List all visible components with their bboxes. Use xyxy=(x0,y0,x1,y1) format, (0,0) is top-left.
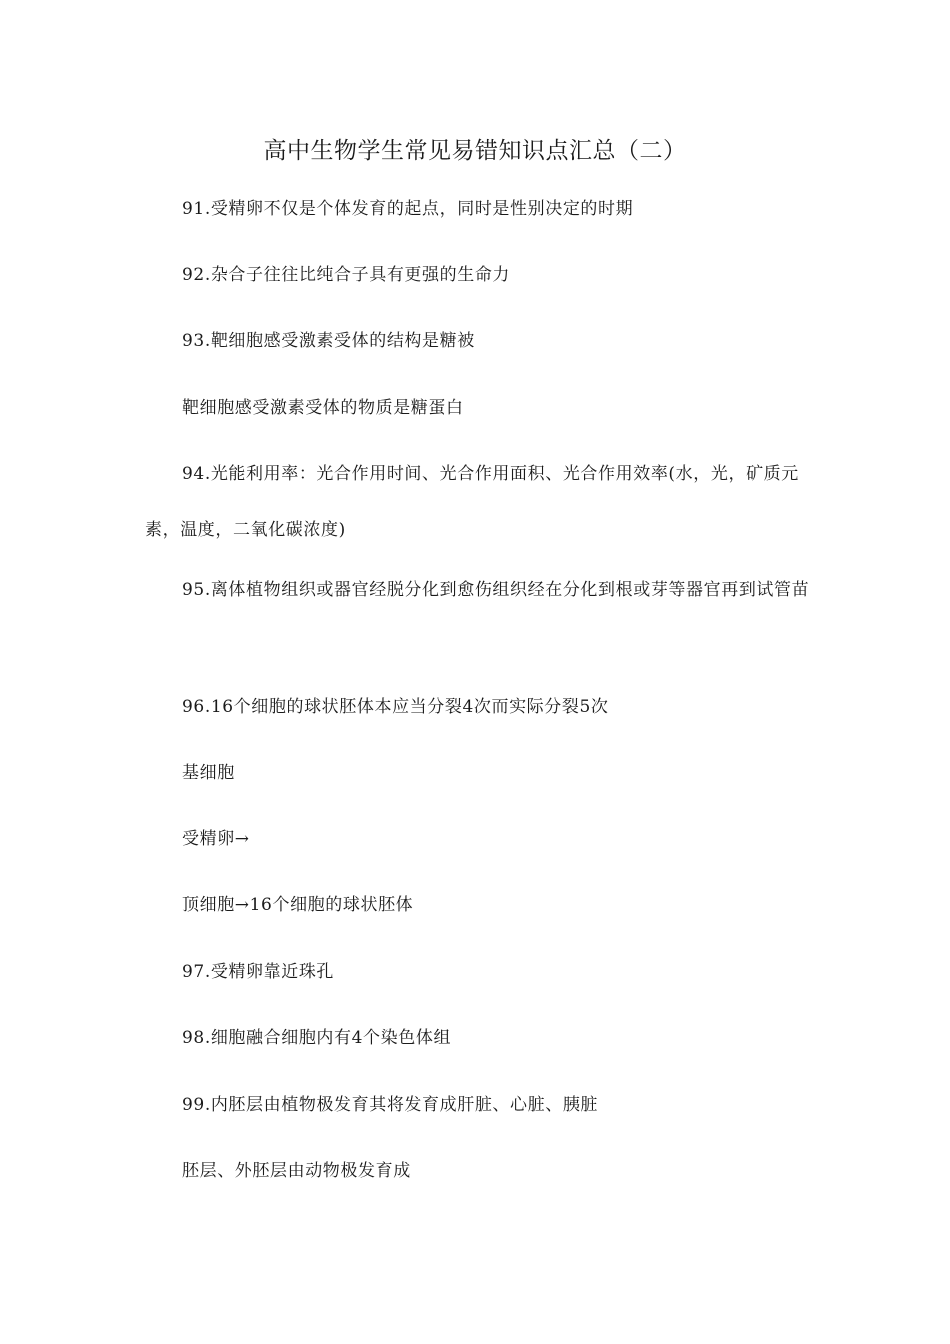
paragraph-93-cont: 靶细胞感受激素受体的物质是糖蛋白 xyxy=(182,398,464,418)
document-title: 高中生物学生常见易错知识点汇总（二） xyxy=(263,138,687,164)
paragraph-94: 94.光能利用率：光合作用时间、光合作用面积、光合作用效率(水，光，矿质元素，温度，二氧化碳浓度) xyxy=(145,464,799,540)
paragraph-92: 92.杂合子往往比纯合子具有更强的生命力 xyxy=(182,265,511,285)
paragraph-91: 91.受精卵不仅是个体发育的起点，同时是性别决定的时期 xyxy=(182,199,634,219)
paragraph-96-zygote: 受精卵→ xyxy=(182,829,250,849)
paragraph-95: 95.离体植物组织或器官经脱分化到愈伤组织经在分化到根或芽等器官再到试管苗 xyxy=(182,580,810,600)
paragraph-98: 98.细胞融合细胞内有4个染色体组 xyxy=(182,1028,452,1048)
paragraph-93: 93.靶细胞感受激素受体的结构是糖被 xyxy=(182,331,475,351)
paragraph-96-basal-cell: 基细胞 xyxy=(182,763,235,783)
paragraph-99-cont: 胚层、外胚层由动物极发育成 xyxy=(182,1161,411,1181)
paragraph-97: 97.受精卵靠近珠孔 xyxy=(182,962,335,982)
paragraph-99: 99.内胚层由植物极发育其将发育成肝脏、心脏、胰脏 xyxy=(182,1095,599,1115)
paragraph-96: 96.16个细胞的球状胚体本应当分裂4次而实际分裂5次 xyxy=(182,697,609,717)
paragraph-96-apical-cell: 顶细胞→16个细胞的球状胚体 xyxy=(182,895,414,915)
